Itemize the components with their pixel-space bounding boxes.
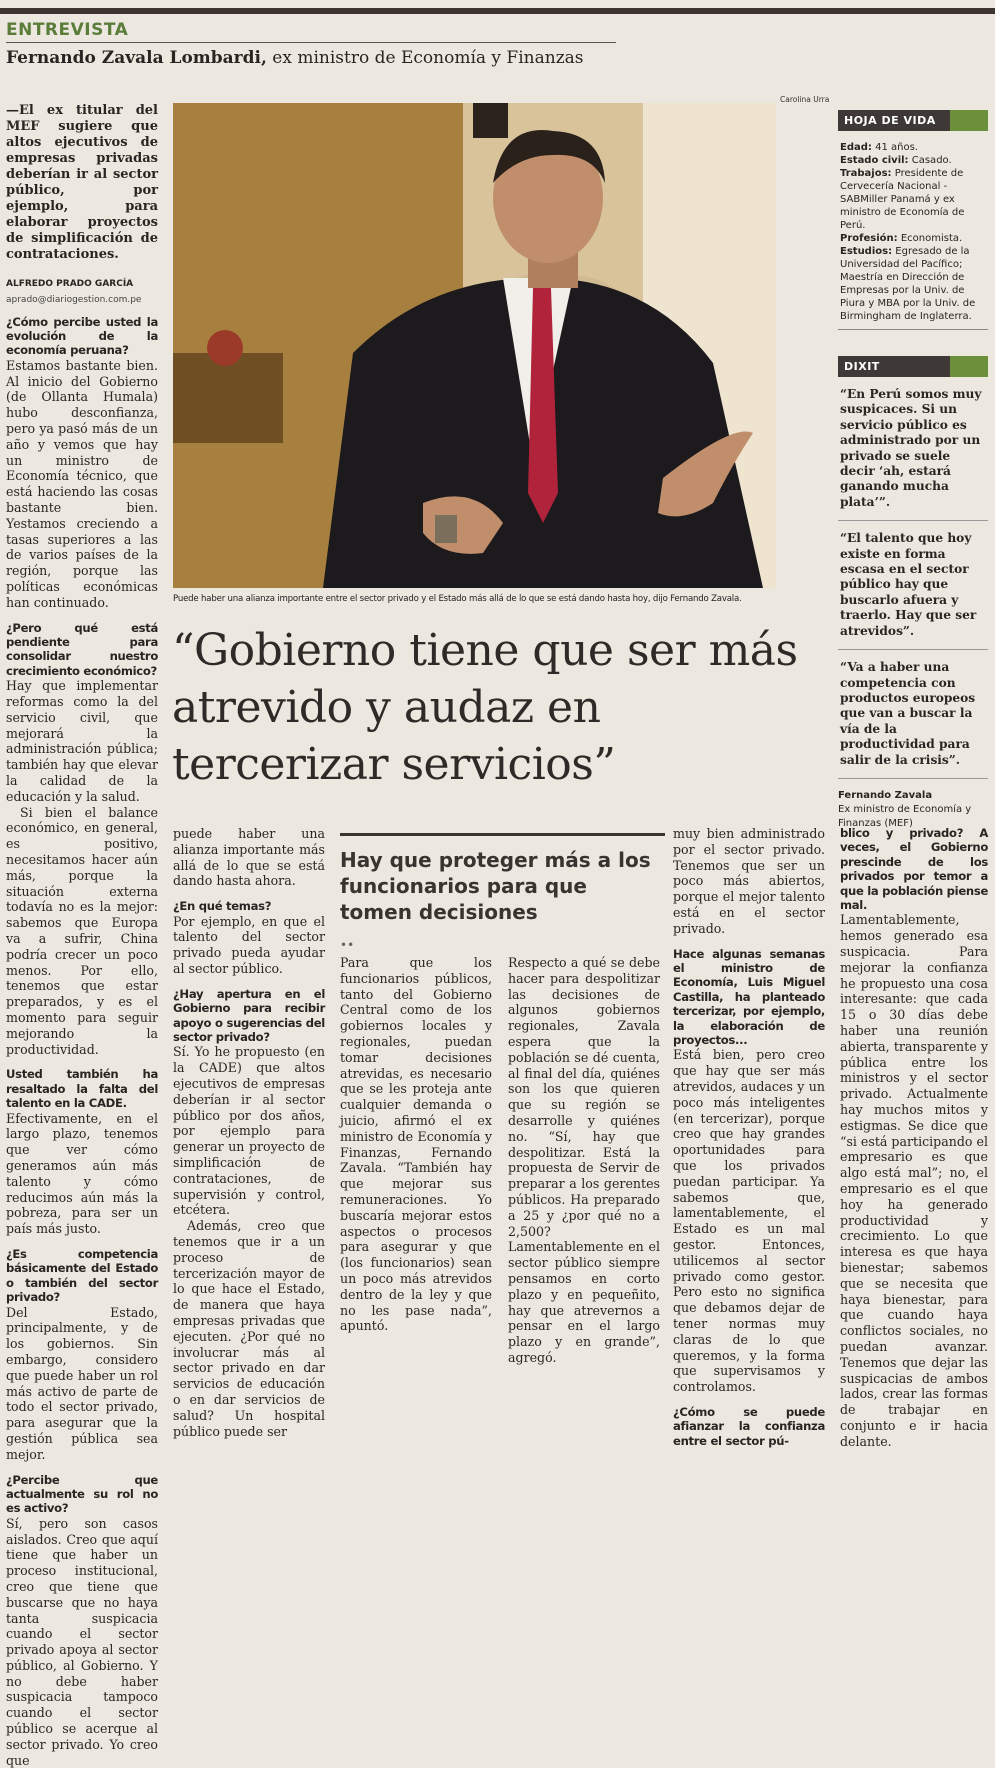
hoja-value: Casado. xyxy=(908,155,952,166)
byline-email: aprado@diariogestion.com.pe xyxy=(6,294,142,305)
question: ¿Percibe que actualmente su rol no es activo? xyxy=(6,1472,158,1516)
hoja-key: Edad: xyxy=(840,142,872,153)
dixit-quotes xyxy=(838,377,988,779)
answer: muy bien administrado por el sector privado. Tenemos que ser un poco más abiertos, porque el mejor talento está en el sector privado. xyxy=(673,826,825,936)
hoja-item xyxy=(840,141,986,154)
hoja-value: Egresado de la Universidad del Pacífico; Maestría en Dirección de Empresas por la Univ. de Piura y MBA por la Univ. de Birmingham de Inglaterra. xyxy=(840,246,976,322)
column-1 xyxy=(6,103,158,1768)
dixit-quote: “Va a haber una competencia con productos europeos que van a buscar la vía de la productividad para salir de la crisis”. xyxy=(838,650,988,779)
answer: Está bien, pero creo que hay que ser más atrevidos, audaces y un poco más inteligentes (en tercerizar), porque creo que hay grandes oportunidades para que los privados puedan participar. Ya sabemos que, lamentablemente, el Estado es un mal gestor. Entonces, utilicemos al sector privado como gestor. Pero esto no significa que debamos dejar de tener normas muy claras de lo que queremos, y la forma que supervisamos y controlamos. xyxy=(673,1047,825,1395)
headline: “Gobierno tiene que ser más atrevido y audaz en tercerizar servicios” xyxy=(172,625,798,790)
signature-role: Ex ministro de Economía y Finanzas (MEF) xyxy=(838,803,972,829)
hoja-value: Presidente de Cervecería Nacional - SABMiller Panamá y ex ministro de Economía de Perú. xyxy=(840,168,965,231)
answer: Hay que implementar reformas como la del servicio civil, que mejorará la administración pública; también hay que elevar la calidad de la educación y la salud. xyxy=(6,678,158,804)
answer: Lamentablemente, hemos generado esa suspicacia. Para mejorar la confianza he propuesto una cosa interesante: que cada 15 o 30 días debe haber una reunión abierta, transparente y pública entre los ministros y el sector privado. Actualmente hay muchos mitos y estigmas. Se dice que “si está participando el empresario es que algo está mal”; no, el empresario es el que hoy ha generado productividad y crecimiento. Lo que interesa es que haya bienestar; sabemos que se necesita que haya bienestar, para que cuando haya conflictos sociales, no puedan avanzar. Tenemos que dejar las suspicacias de ambos lados, crear las formas de trabajar en conjunto e ir hacia delante. xyxy=(840,912,988,1449)
box-paragraph-1: Para que los funcionarios públicos, tanto del Gobierno Central como de los gobiernos locales y regionales, puedan tomar decisiones atrevidas, es necesario que se les proteja ante cualquier demanda o juicio, afirmó el ex ministro de Economía y Finanzas, Fernando Zavala. “También hay que mejorar sus remuneraciones. Yo buscaría mejorar estos aspectos o procesos para asegurar y que (los funcionarios) sean un poco más atrevidos dentro de la ley y que no les pase nada”, apuntó. xyxy=(340,955,492,1334)
question: Usted también ha resaltado la falta del talento en la CADE. xyxy=(6,1067,158,1111)
subhead-divider xyxy=(340,833,665,836)
answer: Sí, pero son casos aislados. Creo que aquí tiene que haber un proceso institucional, creo que tiene que buscarse que no haya tanta suspicacia cuando el sector privado apoya al sector público, al Gobierno. Y no debe haber suspicacia tampoco cuando el sector público se acerque al sector privado. Yo creo que xyxy=(6,1515,158,1768)
signature-name: Fernando Zavala xyxy=(838,789,933,801)
answer: Por ejemplo, en que el talento del sector privado pueda ayudar al sector público. xyxy=(173,913,325,976)
dixit-header: DIXIT xyxy=(838,356,988,377)
section-label: ENTREVISTA xyxy=(6,20,129,40)
answer: Además, creo que tenemos que ir a un proceso de tercerización mayor de lo que hace el Estado, de manera que haya empresas privadas que ejecuten. ¿Por qué no involucrar más al sector privado en dar servicios de educación o en dar servicios de salud? Un hospital público puede ser xyxy=(173,1218,325,1439)
question: ¿Hay apertura en el Gobierno para recibir apoyo o sugerencias del sector privado? xyxy=(173,986,325,1044)
interview-photo xyxy=(173,103,776,588)
box-paragraph-2: Respecto a qué se debe hacer para despolitizar las decisiones de algunos gobiernos regionales, Zavala espera que la población se dé cuenta, al final del día, quiénes son los que quieren que su región se desarrolle y quiénes no. “Sí, hay que despolitizar. Está la propuesta de Servir de preparar a los gerentes públicos. Ha preparado a 25 y ¿por qué no a 2,500? Lamentablemente en el sector público siempre pensamos en corto plazo y en pequeñito, hay que atrevernos a pensar en el largo plazo y en grande”, agregó. xyxy=(508,955,660,1365)
qa-list-1 xyxy=(6,315,158,1768)
section-divider xyxy=(6,42,616,43)
subject-role: ex ministro de Economía y Finanzas xyxy=(266,48,584,68)
portrait-illustration xyxy=(173,103,776,588)
subject-name: Fernando Zavala Lombardi, xyxy=(6,48,267,68)
photo-caption: Puede haber una alianza importante entre el sector privado y el Estado más allá de lo que se está dando hasta hoy, dijo Fernando Zavala. xyxy=(173,594,742,604)
hoja-key: Estado civil: xyxy=(840,155,909,166)
answer: Sí. Yo he propuesto (en la CADE) que altos ejecutivos de empresas deberían ir al sector público por dos años, por ejemplo para generar un proyecto de simplificación de contrataciones, de supervisión y control, etcétera. xyxy=(173,1044,325,1218)
question: ¿Es competencia básicamente del Estado o también del sector privado? xyxy=(6,1246,158,1305)
photo-credit: Carolina Urra xyxy=(780,95,830,104)
sidebar xyxy=(838,110,988,831)
answer: Del Estado, principalmente, y de los gobiernos. Sin embargo, considero que puede haber un rol más activo de parte de todo el sector privado, para asegurar que la gestión pública sea mejor. xyxy=(6,1304,158,1462)
hoja-value: Economista. xyxy=(897,233,963,244)
question: ¿En qué temas? xyxy=(173,899,272,914)
lead-paragraph: —El ex titular del MEF sugiere que altos ejecutivos de empresas privadas deberían ir al sector público, por ejemplo, para elaborar proyectos de simplificación de contrataciones. xyxy=(6,103,158,262)
question: ¿Cómo percibe usted la evolución de la economía peruana? xyxy=(6,314,158,358)
dixit-signature xyxy=(838,779,988,831)
hoja-item xyxy=(840,232,986,245)
hoja-de-vida-body xyxy=(838,131,988,330)
answer: Si bien el balance económico, en general, es positivo, necesitamos hacer aún más, porque la situación externa todavía no es la mejor: sabemos que Europa va a sufrir, China podría crecer un poco menos. Por ello, tenemos que estar preparados, y es el momento para seguir mejorando la productividad. xyxy=(6,804,158,1057)
subhead-dots: •• xyxy=(340,938,355,952)
answer: Efectivamente, en el largo plazo, tenemos que ver cómo generamos aún más talento y cómo reducimos aún más la pobreza, para ser un país más justo. xyxy=(6,1110,158,1237)
interview-subject xyxy=(6,48,584,68)
column-4 xyxy=(508,955,660,1366)
hoja-item xyxy=(840,167,986,232)
dixit-quote: “El talento que hoy existe en forma escasa en el sector público hay que buscarlo afuera y traerlo. Hay que ser atrevidos”. xyxy=(838,521,988,650)
column-2 xyxy=(173,826,325,1439)
column-5 xyxy=(673,826,825,1448)
top-rule xyxy=(0,8,995,14)
subhead: Hay que proteger más a los funcionarios para que tomen decisiones xyxy=(340,848,651,924)
hoja-key: Estudios: xyxy=(840,246,893,257)
column-6 xyxy=(840,826,988,1450)
hoja-item xyxy=(840,154,986,167)
byline-author: ALFREDO PRADO GARCÍA xyxy=(6,279,134,289)
question: ¿Cómo se puede afianzar la confianza entre el sector pú- xyxy=(673,1404,825,1448)
hoja-de-vida-header: HOJA DE VIDA xyxy=(838,110,988,131)
answer: Estamos bastante bien. Al inicio del Gobierno (de Ollanta Humala) hubo desconfianza, pero ya pasó más de un año y vemos que hay un ministro de Economía técnico, que está haciendo las cosas bastante bien. Yestamos creciendo a tasas superiores a las de varios países de la región, porque las políticas económicas han continuado. xyxy=(6,357,158,610)
question: ¿Pero qué está pendiente para consolidar nuestro crecimiento económico? xyxy=(6,620,158,678)
question: Hace algunas semanas el ministro de Economía, Luis Miguel Castilla, ha planteado tercerizar, por ejemplo, la elaboración de proyectos... xyxy=(673,946,825,1048)
question: blico y privado? A veces, el Gobierno prescinde de los privados por temor a que la población piense mal. xyxy=(840,826,989,913)
hoja-value: 41 años. xyxy=(871,142,918,153)
hoja-item xyxy=(840,245,986,323)
column-3 xyxy=(340,955,492,1334)
dixit-quote: “En Perú somos muy suspicaces. Si un servicio público es administrado por un privado se suele decir ‘ah, estará ganando mucha plata’”. xyxy=(838,377,988,521)
hoja-key: Trabajos: xyxy=(840,168,892,179)
hoja-key: Profesión: xyxy=(840,233,898,244)
answer: puede haber una alianza importante más allá de lo que se está dando hasta ahora. xyxy=(173,826,325,889)
